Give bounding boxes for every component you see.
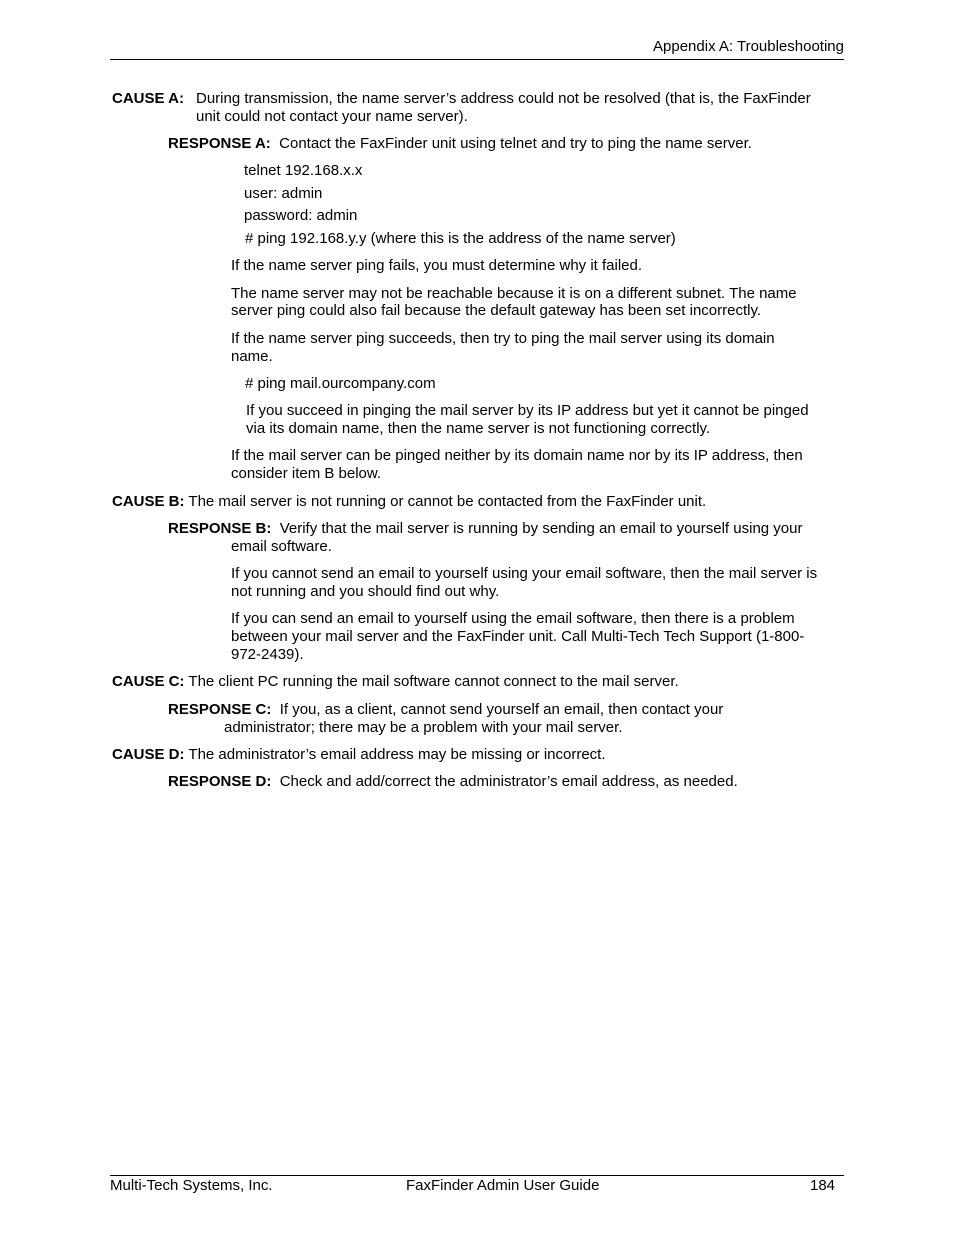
response-b-label: RESPONSE B: [168, 520, 272, 537]
page-header: Appendix A: Troubleshooting [653, 38, 844, 55]
footer-page-number: 184 [810, 1177, 836, 1194]
response-a [168, 135, 752, 153]
header-rule [110, 59, 844, 60]
response-b-text-line-2: email software. [231, 538, 332, 555]
response-a-para-2-line-1: The name server may not be reachable because it is on a different subnet. The name [231, 285, 797, 302]
cause-c [112, 673, 679, 691]
response-b-para-2-line-3: 972-2439). [231, 646, 304, 663]
footer-company: Multi-Tech Systems, Inc. [110, 1177, 273, 1194]
response-d-text: Check and add/correct the administrator’s email address, as needed. [279, 773, 738, 790]
cause-b [112, 493, 706, 511]
response-a-label: RESPONSE A: [168, 135, 271, 152]
response-a-para-5-line-1: If the mail server can be pinged neither by its domain name nor by its IP address, then [231, 447, 803, 464]
response-c-label: RESPONSE C: [168, 701, 272, 718]
response-b-para-2-line-2: between your mail server and the FaxFinder unit. Call Multi-Tech Tech Support (1-800- [231, 628, 805, 645]
cause-c-text: The client PC running the mail software cannot connect to the mail server. [188, 673, 679, 690]
response-b [168, 520, 802, 538]
response-a-para-3-line-1: If the name server ping succeeds, then try to ping the mail server using its domain [231, 330, 775, 347]
response-a-para-4-line-2: via its domain name, then the name server is not functioning correctly. [246, 420, 711, 437]
cause-d-label: CAUSE D: [112, 746, 185, 763]
cause-a-text-line-1: During transmission, the name server’s address could not be resolved (that is, the FaxFinder [196, 90, 811, 107]
response-b-text-line-1: Verify that the mail server is running by sending an email to yourself using your [279, 520, 803, 537]
cause-c-label: CAUSE C: [112, 673, 185, 690]
response-b-para-1-line-1: If you cannot send an email to yourself using your email software, then the mail server is [231, 565, 818, 582]
command-ping-name-server: # ping 192.168.y.y (where this is the address of the name server) [245, 230, 676, 247]
response-a-para-2-line-2: server ping could also fail because the default gateway has been set incorrectly. [231, 302, 762, 319]
response-d [168, 773, 738, 791]
cause-d-text: The administrator’s email address may be missing or incorrect. [188, 746, 606, 763]
response-a-para-1: If the name server ping fails, you must determine why it failed. [231, 257, 643, 274]
command-ping-mail-server: # ping mail.ourcompany.com [245, 375, 436, 392]
footer-guide-title: FaxFinder Admin User Guide [406, 1177, 600, 1194]
response-d-label: RESPONSE D: [168, 773, 272, 790]
response-b-para-1-line-2: not running and you should find out why. [231, 583, 500, 600]
cause-d [112, 746, 606, 764]
command-password: password: admin [244, 207, 358, 224]
cause-a-text-line-2: unit could not contact your name server). [196, 108, 468, 125]
response-b-para-2-line-1: If you can send an email to yourself using the email software, then there is a problem [231, 610, 795, 627]
response-a-para-5-line-2: consider item B below. [231, 465, 382, 482]
response-c [168, 701, 723, 719]
response-c-text-line-1: If you, as a client, cannot send yourself an email, then contact your [279, 701, 724, 718]
response-a-para-4-line-1: If you succeed in pinging the mail server by its IP address but yet it cannot be pinged [246, 402, 809, 419]
command-user: user: admin [244, 185, 323, 202]
command-telnet: telnet 192.168.x.x [244, 162, 363, 179]
cause-b-label: CAUSE B: [112, 493, 185, 510]
cause-a-label [112, 90, 184, 108]
cause-b-text: The mail server is not running or cannot be contacted from the FaxFinder unit. [188, 493, 707, 510]
footer-rule [110, 1175, 844, 1176]
response-a-text: Contact the FaxFinder unit using telnet and try to ping the name server. [279, 135, 752, 152]
response-c-text-line-2: administrator; there may be a problem with your mail server. [224, 719, 623, 736]
cause-a-label-text: CAUSE A: [112, 90, 184, 107]
response-a-para-3-line-2: name. [231, 348, 273, 365]
